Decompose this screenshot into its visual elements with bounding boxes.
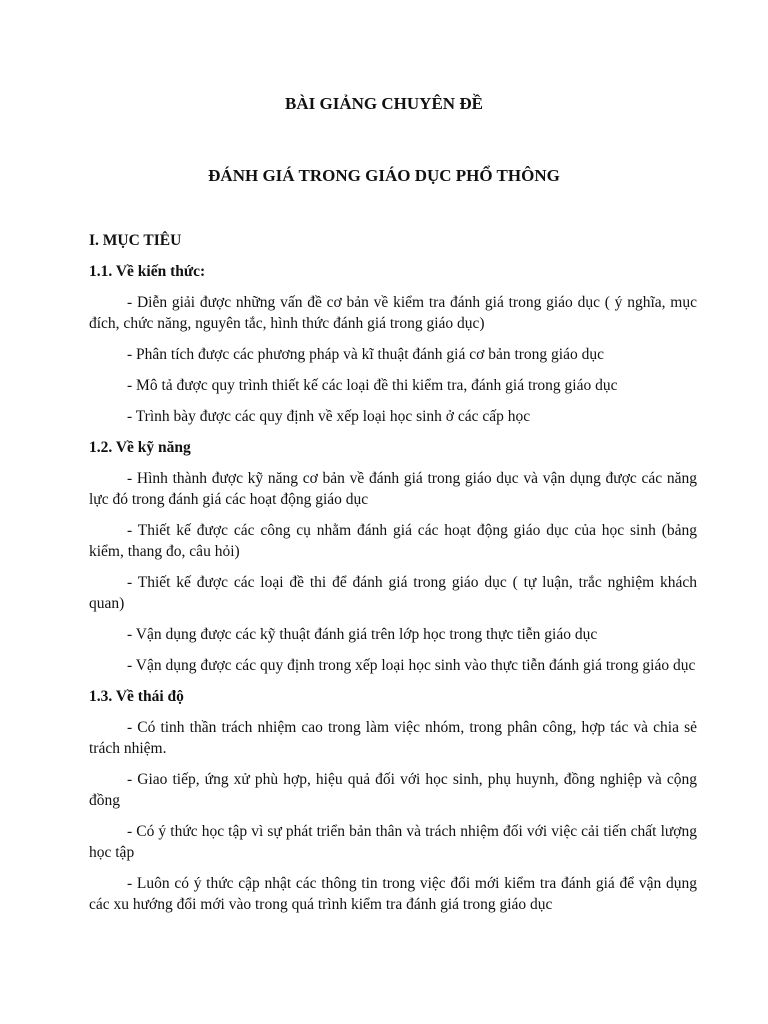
list-item: - Thiết kế được các loại đề thi để đánh giá trong giáo dục ( tự luận, trắc nghiệm khách quan) [89, 574, 697, 612]
list-item: - Hình thành được kỹ năng cơ bản về đánh giá trong giáo dục và vận dụng được các năng lực đó trong đánh giá các hoạt động giáo dục [89, 470, 697, 508]
list-item: - Mô tả được quy trình thiết kế các loại đề thi kiểm tra, đánh giá trong giáo dục [127, 377, 618, 394]
subsection-heading-skills: 1.2. Về kỹ năng [89, 439, 191, 456]
list-item: - Vận dụng được các quy định trong xếp loại học sinh vào thực tiễn đánh giá trong giáo dục [127, 657, 696, 674]
subsection-heading-attitude: 1.3. Về thái độ [89, 688, 184, 705]
list-item: - Có ý thức học tập vì sự phát triển bản thân và trách nhiệm đối với việc cải tiến chất lượng học tập [89, 823, 697, 861]
list-item: - Thiết kế được các công cụ nhằm đánh giá các hoạt động giáo dục của học sinh (bảng kiểm, thang đo, câu hỏi) [89, 522, 697, 560]
list-item: - Diễn giải được những vấn đề cơ bản về kiểm tra đánh giá trong giáo dục ( ý nghĩa, mục đích, chức năng, nguyên tắc, hình thức đánh giá trong giáo dục) [89, 294, 697, 332]
list-item: - Luôn có ý thức cập nhật các thông tin trong việc đổi mới kiểm tra đánh giá để vận dụng các xu hướng đổi mới vào trong quá trình kiểm tra đánh giá trong giáo dục [89, 875, 697, 913]
section-heading: I. MỤC TIÊU [89, 232, 182, 249]
document-body [89, 230, 697, 925]
list-item: - Phân tích được các phương pháp và kĩ thuật đánh giá cơ bản trong giáo dục [127, 346, 604, 363]
list-item: - Vận dụng được các kỹ thuật đánh giá trên lớp học trong thực tiễn giáo dục [127, 626, 598, 643]
document-title: BÀI GIẢNG CHUYÊN ĐỀ [285, 94, 483, 113]
list-item: - Có tinh thần trách nhiệm cao trong làm việc nhóm, trong phân công, hợp tác và chia sẻ trách nhiệm. [89, 719, 697, 757]
list-item: - Giao tiếp, ứng xử phù hợp, hiệu quả đối với học sinh, phụ huynh, đồng nghiệp và cộng đồng [89, 771, 697, 809]
document-subtitle: ĐÁNH GIÁ TRONG GIÁO DỤC PHỔ THÔNG [208, 166, 560, 185]
list-item: - Trình bày được các quy định về xếp loại học sinh ở các cấp học [127, 408, 531, 425]
subsection-heading-knowledge: 1.1. Về kiến thức: [89, 263, 206, 280]
